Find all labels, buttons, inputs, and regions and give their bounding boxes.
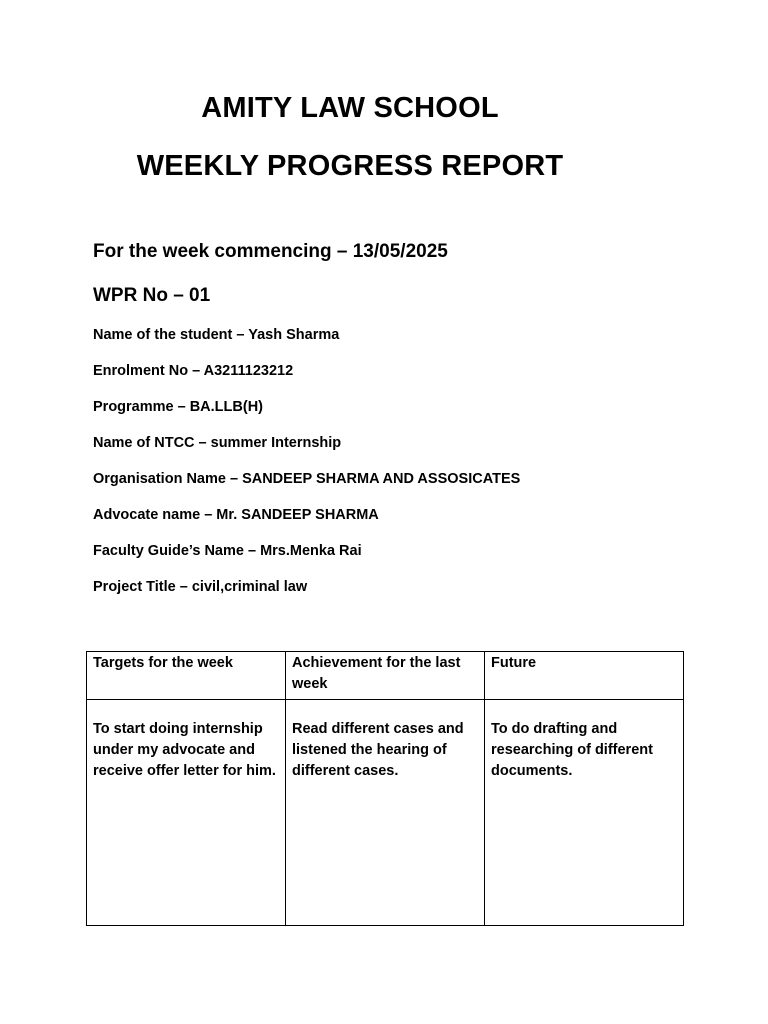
table-header-row bbox=[87, 652, 684, 700]
project-title: Project Title – civil,criminal law bbox=[93, 579, 308, 595]
student-name: Name of the student – Yash Sharma bbox=[93, 327, 340, 343]
table-row bbox=[87, 700, 684, 926]
week-commencing: For the week commencing – 13/05/2025 bbox=[93, 241, 448, 262]
cell-targets: To start doing internship under my advocate and receive offer letter for him. bbox=[87, 700, 286, 926]
institution-title: AMITY LAW SCHOOL bbox=[201, 92, 499, 124]
progress-table bbox=[86, 651, 684, 926]
header-future: Future bbox=[485, 652, 684, 700]
cell-achievement: Read different cases and listened the hearing of different cases. bbox=[286, 700, 485, 926]
report-title: WEEKLY PROGRESS REPORT bbox=[136, 150, 564, 182]
faculty-guide-name: Faculty Guide’s Name – Mrs.Menka Rai bbox=[93, 543, 362, 559]
advocate-name: Advocate name – Mr. SANDEEP SHARMA bbox=[93, 507, 379, 523]
programme: Programme – BA.LLB(H) bbox=[93, 399, 263, 415]
header-targets: Targets for the week bbox=[87, 652, 286, 700]
header-achievement: Achievement for the last week bbox=[286, 652, 485, 700]
organisation-name: Organisation Name – SANDEEP SHARMA AND ASSOSICATES bbox=[93, 471, 521, 487]
wpr-number: WPR No – 01 bbox=[93, 285, 211, 306]
enrolment-number: Enrolment No – A3211123212 bbox=[93, 363, 294, 379]
cell-future: To do drafting and researching of different documents. bbox=[485, 700, 684, 926]
ntcc-name: Name of NTCC – summer Internship bbox=[93, 435, 342, 451]
